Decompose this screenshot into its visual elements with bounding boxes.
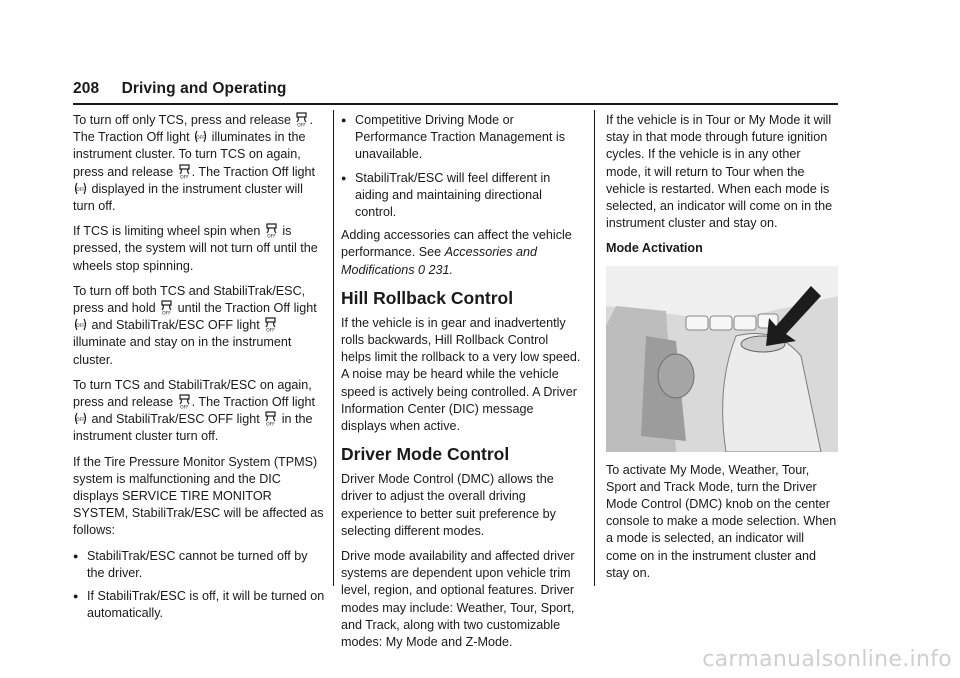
paragraph: If the Tire Pressure Monitor System (TPMS) system is malfunctioning and the DIC displays SERVICE TIRE MONITOR SYSTEM, StabiliTrak/ESC will be affected as follows: — [73, 454, 324, 538]
paragraph: Drive mode availability and affected driver systems are dependent upon vehicle trim level, region, and optional features. Driver modes may include: Weather, Tour, Sport, and Track, along with two customizable modes: My Mode and Z-Mode. — [341, 549, 575, 650]
section-heading: Hill Rollback Control — [341, 287, 514, 308]
page-header — [73, 80, 286, 98]
paragraph: If the vehicle is in gear and inadvertently rolls backwards, Hill Rollback Control helps limit the rollback to a very low speed. A noise may be heard while the vehicle speed is actively being controlled. A Driver Information Center (DIC) message displays when active. — [341, 315, 581, 434]
esc-off-light-icon — [264, 317, 277, 332]
svg-text:OFF: OFF — [297, 123, 307, 127]
svg-text:OFF: OFF — [267, 234, 276, 239]
column-2 — [341, 112, 581, 659]
paragraph: Adding accessories can affect the vehicle performance. See Accessories and Modifications 0 231. — [341, 228, 572, 277]
column-divider — [333, 110, 334, 586]
console-illustration — [606, 266, 838, 452]
list-item: ● StabiliTrak/ESC will feel different in aiding and maintaining directional control. — [341, 170, 581, 222]
list-item: ● Competitive Driving Mode or Performance Traction Management is unavailable. — [341, 112, 581, 164]
traction-off-light-icon — [74, 181, 87, 196]
traction-off-light-icon — [74, 411, 87, 426]
paragraph: To turn off both TCS and StabiliTrak/ESC, press and hold OFF until the Traction Off light OFF and StabiliTrak/ESC OFF light OFF illuminate and stay on in the instrument cluster. — [73, 283, 317, 367]
subheading: Mode Activation — [606, 241, 703, 256]
traction-control-button-icon — [178, 164, 191, 179]
traction-control-button-icon — [295, 112, 308, 127]
traction-off-light-icon — [194, 129, 207, 144]
section-heading: Driver Mode Control — [341, 444, 510, 465]
traction-off-light-icon — [74, 317, 87, 332]
section-title: Driving and Operating — [121, 80, 287, 97]
header-rule — [73, 103, 838, 105]
paragraph: If TCS is limiting wheel spin when OFF is pressed, the system will not turn off until the wheels stop spinning. — [73, 224, 318, 273]
traction-control-button-icon — [178, 394, 191, 409]
list-item: ● StabiliTrak/ESC cannot be turned off by the driver. — [73, 548, 327, 582]
svg-text:OFF: OFF — [266, 422, 276, 427]
paragraph: To turn off only TCS, press and release OFF . The Traction Off light OFF illuminates in the instrument cluster. To turn TCS on again, press and release OFF . The Traction Off light OFF displayed in the instrument cluster will turn off. — [73, 113, 316, 214]
traction-control-button-icon — [265, 223, 278, 238]
column-divider — [594, 110, 595, 586]
paragraph: Driver Mode Control (DMC) allows the driver to adjust the overall driving experience to better suit preference by selecting different modes. — [341, 472, 556, 538]
watermark: carmanualsonline.info — [702, 647, 952, 672]
svg-text:OFF: OFF — [76, 187, 85, 193]
esc-off-light-icon — [264, 411, 277, 426]
svg-text:OFF: OFF — [179, 405, 189, 410]
paragraph: To activate My Mode, Weather, Tour, Sport and Track Mode, turn the Driver Mode Control (DMC) knob on the center console to make a mode selection. When a mode is selected, an indicator will come on in the instrument cluster and stay on. — [606, 462, 837, 580]
cross-reference-link[interactable]: Accessories and Modifications — [341, 245, 538, 277]
svg-text:OFF: OFF — [76, 324, 85, 330]
svg-text:OFF: OFF — [266, 328, 276, 333]
driver-mode-knob-photo — [606, 266, 838, 452]
svg-text:OFF: OFF — [196, 136, 206, 142]
svg-text:OFF: OFF — [179, 175, 189, 179]
list-item: ● If StabiliTrak/ESC is off, it will be turned on automatically. — [73, 588, 327, 622]
traction-control-button-icon — [160, 300, 173, 315]
column-1 — [73, 112, 327, 628]
column-3 — [606, 112, 838, 590]
svg-text:OFF: OFF — [76, 418, 85, 424]
svg-text:OFF: OFF — [162, 311, 171, 316]
paragraph: If the vehicle is in Tour or My Mode it will stay in that mode through future ignition cycles. If the vehicle is in any other mode, it will return to Tour when the vehicle is restarted. When each mode is selected, an indicator will come on in the instrument cluster and stay on. — [606, 113, 833, 231]
page-number: 208 — [73, 80, 100, 97]
paragraph: To turn TCS and StabiliTrak/ESC on again, press and release OFF . The Traction Off light OFF and StabiliTrak/ESC OFF light OFF in the instrument cluster turn off. — [73, 377, 316, 444]
